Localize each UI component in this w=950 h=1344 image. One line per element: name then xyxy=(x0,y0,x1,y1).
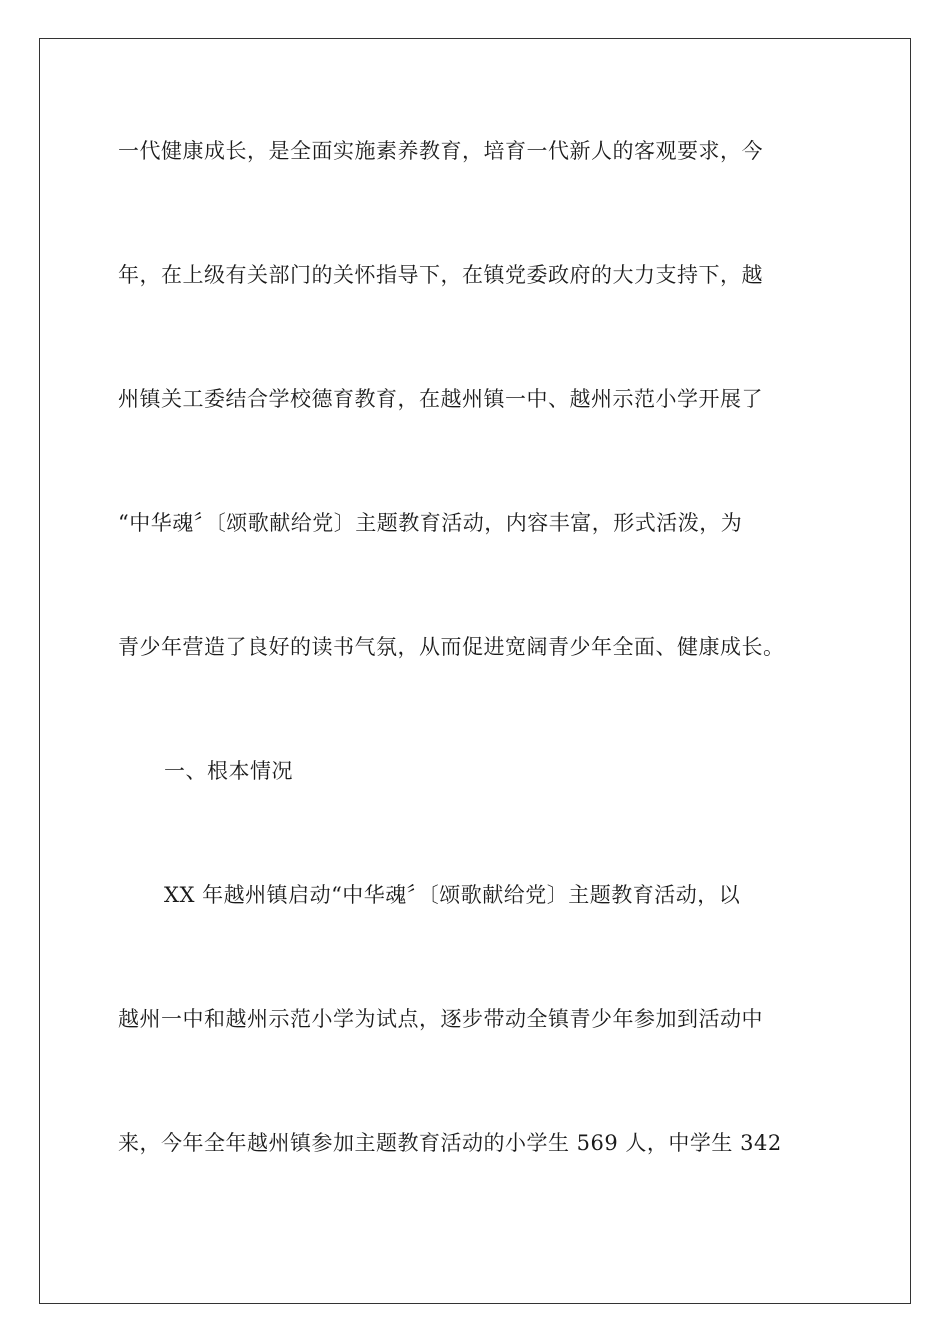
section-heading: 一、根本情况 xyxy=(164,759,293,783)
page-border xyxy=(39,38,911,1304)
paragraph-line: 州镇关工委结合学校德育教育，在越州镇一中、越州示范小学开展了 xyxy=(118,387,763,411)
paragraph-line: XX 年越州镇启动“中华魂〞〔颂歌献给党〕主题教育活动，以 xyxy=(164,883,741,907)
paragraph-line: 青少年营造了良好的读书气氛，从而促进宽阔青少年全面、健康成长。 xyxy=(118,635,785,659)
paragraph-line: 一代健康成长，是全面实施素养教育，培育一代新人的客观要求，今 xyxy=(118,139,763,163)
paragraph-line: 来，今年全年越州镇参加主题教育活动的小学生 569 人，中学生 342 xyxy=(118,1131,782,1155)
paragraph-line: 年，在上级有关部门的关怀指导下，在镇党委政府的大力支持下，越 xyxy=(118,263,763,287)
paragraph-line: “中华魂〞〔颂歌献给党〕主题教育活动，内容丰富，形式活泼，为 xyxy=(118,511,743,535)
paragraph-line: 越州一中和越州示范小学为试点，逐步带动全镇青少年参加到活动中 xyxy=(118,1007,763,1031)
